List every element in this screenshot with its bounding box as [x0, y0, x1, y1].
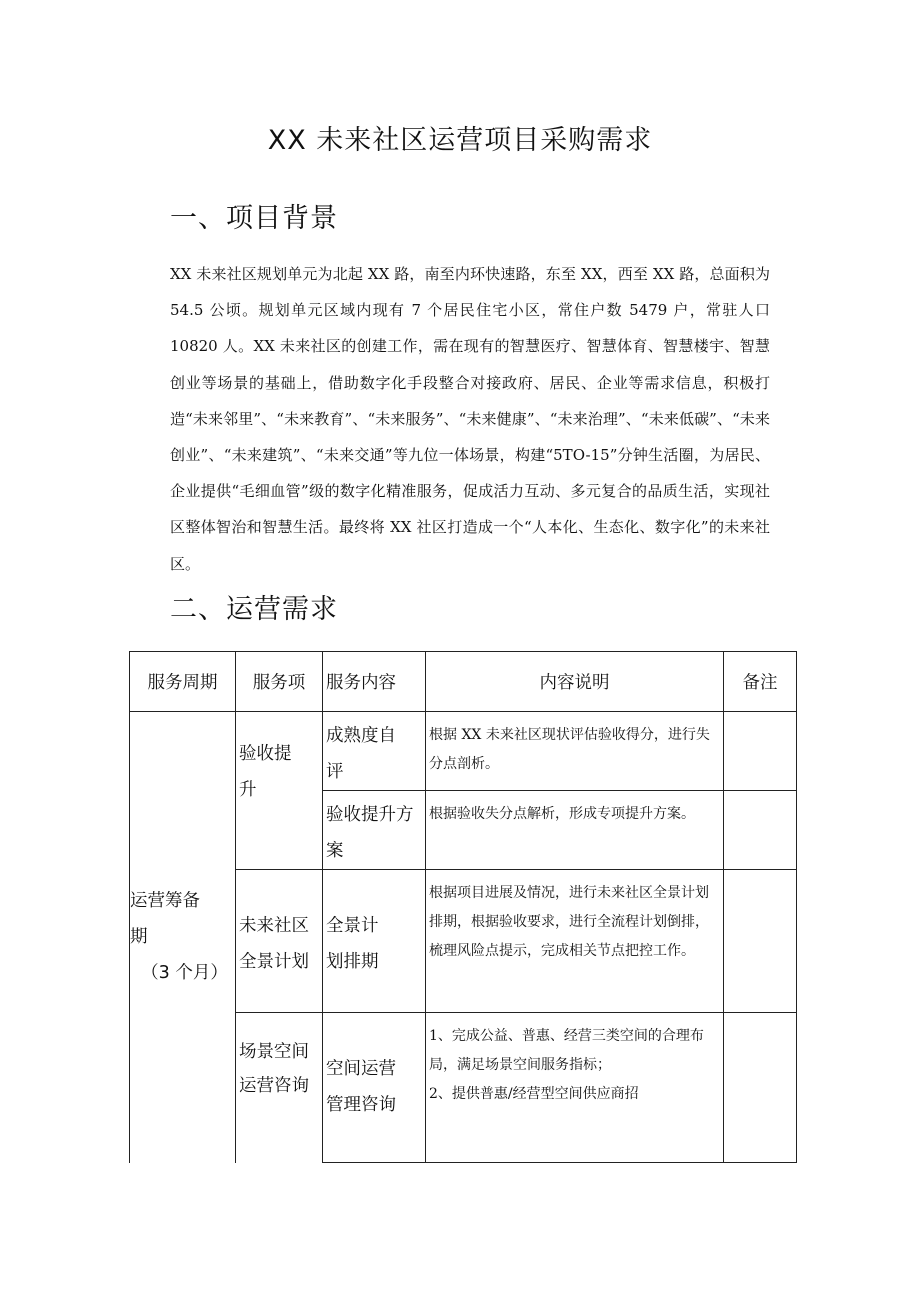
note-cell — [724, 712, 797, 791]
operations-table — [129, 651, 797, 1163]
table-row — [130, 712, 797, 791]
content-label: 成熟度自评 — [326, 726, 396, 782]
section-heading-background: 一、项目背景 — [170, 203, 338, 234]
desc-cell — [426, 1013, 724, 1163]
desc-cell: 根据验收失分点解析，形成专项提升方案。 — [426, 791, 724, 870]
header-cell: 备注 — [724, 652, 797, 712]
content-label: 全景计划排期 — [326, 916, 379, 972]
item-label: 场景空间运营咨询 — [239, 1042, 309, 1096]
content-label: 验收提升方案 — [326, 805, 414, 861]
document-title: XX 未来社区运营项目采购需求 — [267, 125, 653, 156]
period-label: 运营筹备期 — [130, 891, 200, 948]
item-label: 验收提升 — [239, 744, 292, 800]
item-cell — [236, 1013, 323, 1163]
header-cell: 服务内容 — [323, 652, 426, 712]
background-paragraph-text: XX 未来社区规划单元为北起 XX 路，南至内环快速路，东至 XX，西至 XX 路，总面积为 54.5 公顷。规划单元区域内现有 7 个居民住宅小区，常住户数 5479 户，常驻人口 10820 人。XX 未来社区的创建工作，需在现有的智慧医疗、智慧体育、智慧楼宇、智慧创业等场景的基础上，借助数字化手段整合对接政府、居民、企业等需求信息，积极打造“未来邻里”、“未来教育”、“未来服务”、“未来健康”、“未来治理”、“未来低碳”、“未来创业”、“未来建筑”、“未来交通”等九位一体场景，构建“5TO-15”分钟生活圈，为居民、企业提供“毛细血管”级的数字化精准服务，促成活力互动、多元复合的品质生活，实现社区整体智治和智慧生活。最终将 XX 社区打造成一个“人本化、生态化、数字化”的未来社区。 — [170, 265, 770, 573]
content-cell — [323, 712, 426, 791]
item-cell — [236, 870, 323, 1013]
header-cell: 内容说明 — [426, 652, 724, 712]
note-cell — [724, 1013, 797, 1163]
item-cell — [236, 712, 323, 870]
content-cell — [323, 870, 426, 1013]
content-cell — [323, 791, 426, 870]
section-heading-operations: 二、运营需求 — [170, 594, 338, 625]
note-cell — [724, 791, 797, 870]
desc-cell: 根据 XX 未来社区现状评估验收得分，进行失分点剖析。 — [426, 712, 724, 791]
desc-line: 1、完成公益、普惠、经营三类空间的合理布局，满足场景空间服务指标； — [429, 1028, 704, 1073]
note-cell — [724, 870, 797, 1013]
period-note: （3 个月） — [141, 963, 228, 984]
content-cell — [323, 1013, 426, 1163]
background-paragraph — [170, 256, 770, 582]
period-cell — [130, 712, 236, 1163]
desc-line: 2、提供普惠/经营型空间供应商招 — [429, 1086, 639, 1102]
table-header-row — [130, 652, 797, 712]
desc-cell: 根据项目进展及情况，进行未来社区全景计划排期，根据验收要求，进行全流程计划倒排，梳理风险点提示，完成相关节点把控工作。 — [426, 870, 724, 1013]
content-label: 空间运营管理咨询 — [326, 1059, 396, 1115]
header-cell: 服务周期 — [130, 652, 236, 712]
item-label: 未来社区全景计划 — [239, 916, 309, 972]
header-cell: 服务项 — [236, 652, 323, 712]
